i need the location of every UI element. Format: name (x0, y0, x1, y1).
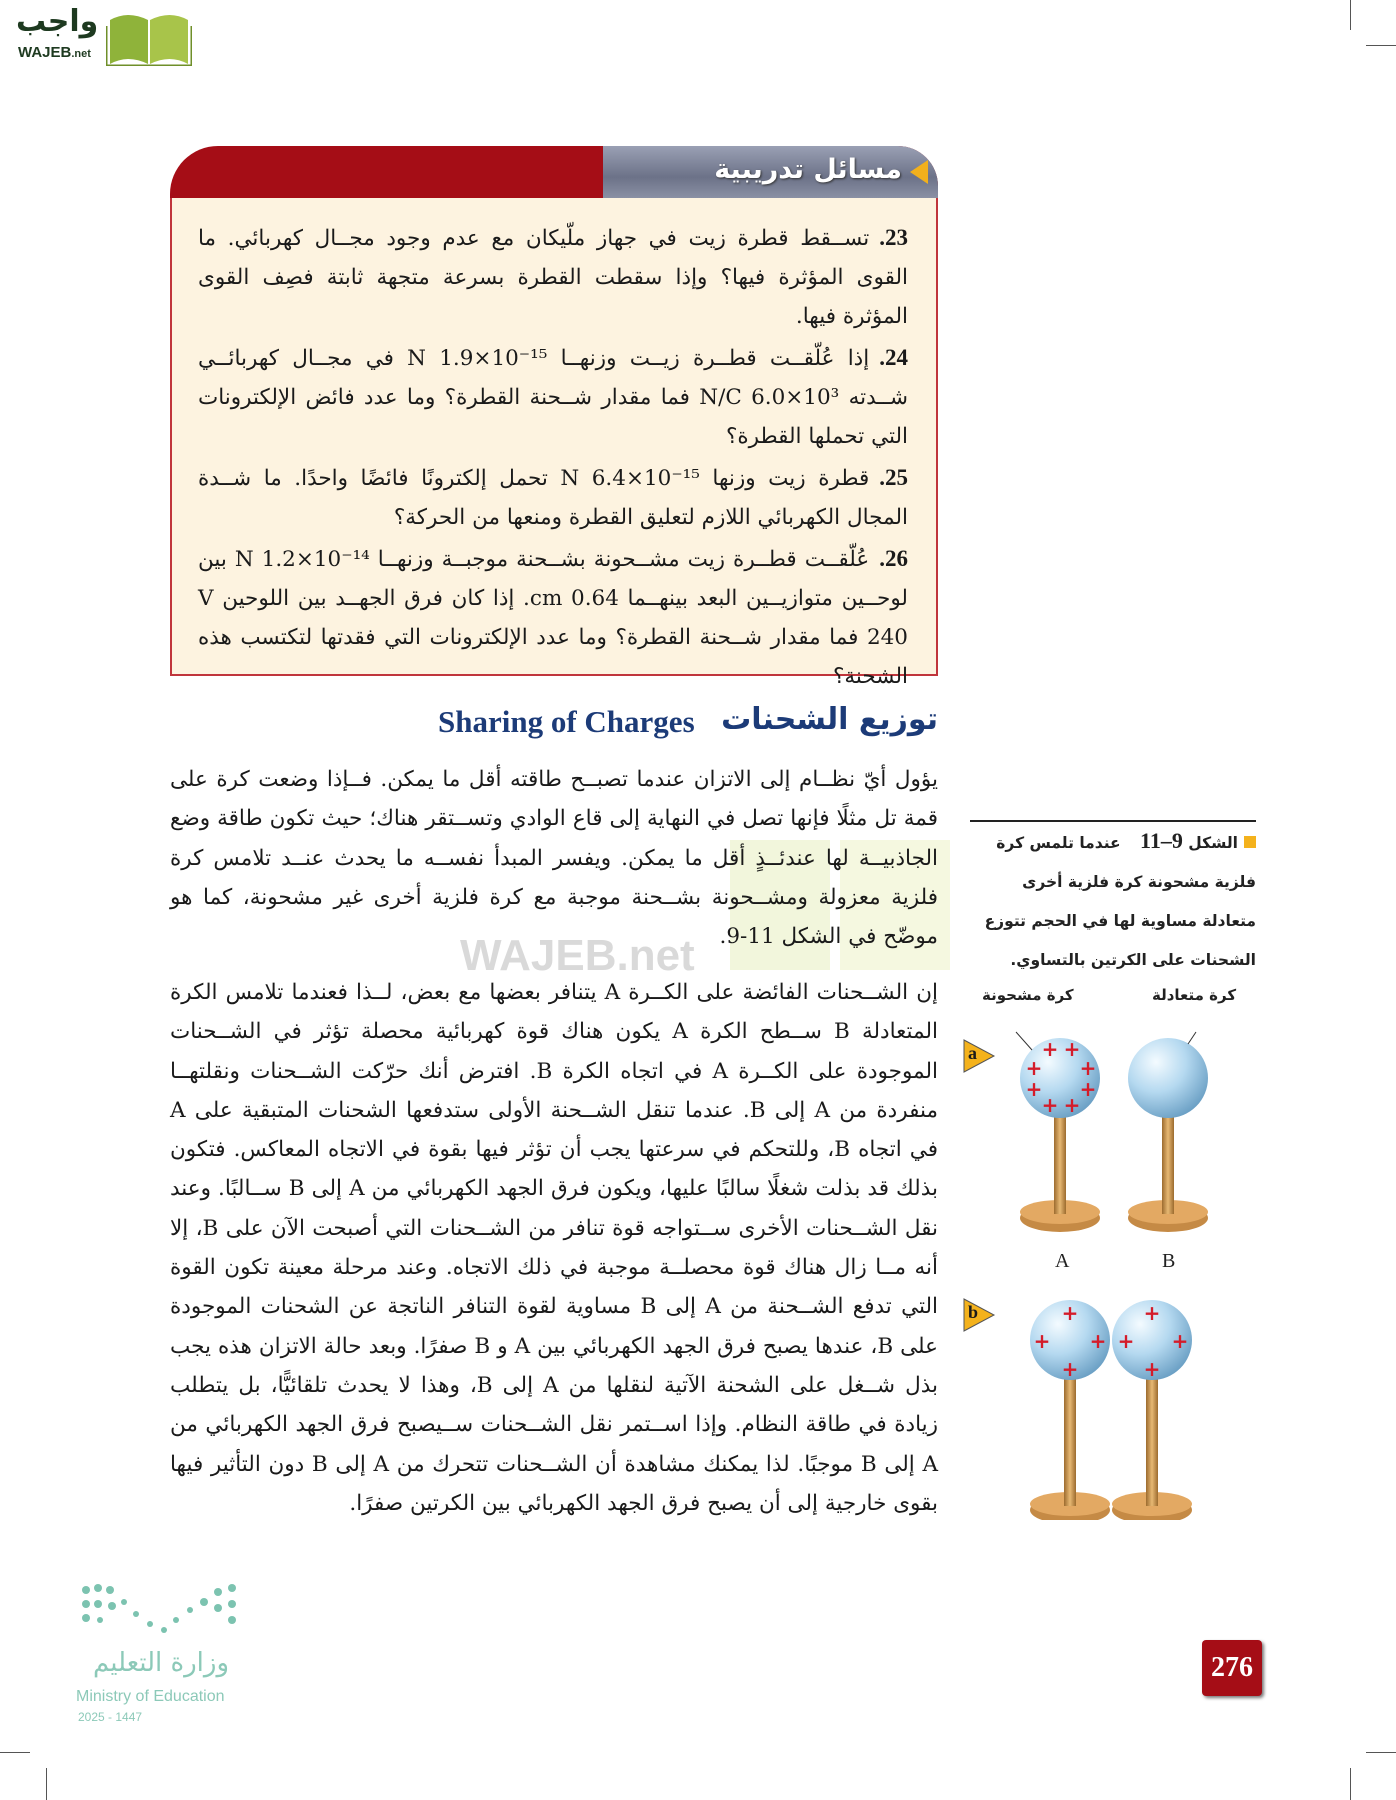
book-icon (106, 6, 192, 66)
svg-text:+: + (1041, 1037, 1059, 1061)
crop-mark (1350, 1768, 1351, 1800)
practice-title: مسائل تدريبية (714, 154, 902, 185)
caption-marker-icon (1244, 836, 1256, 848)
problem-24: 24.إذا عُلّقــت قطــرة زيــت وزنهــا N ‎1.9×10⁻¹⁵‎ في مجــال كهربائــي شــدته N/C ‎6.0×10³‎ فما مقدار شــحنة القطرة؟ وما عدد فائض الإلكترونات التي تحملها القطرة؟ (198, 345, 908, 449)
section-title-english: Sharing of Charges (438, 704, 695, 739)
sphere-b-label: B (1162, 1250, 1176, 1272)
sphere-illustration (1000, 1020, 1230, 1520)
ministry-arabic: وزارة التعليم (92, 1648, 230, 1678)
problem-25: 25.قطرة زيت وزنها N ‎6.4×10⁻¹⁵‎ تحمل إلكترونًا فائضًا واحدًا. ما شــدة المجال الكهربائي اللازم لتعليق القطرة ومنعها من الحركة؟ (198, 465, 908, 530)
svg-text:+: + (1063, 1093, 1081, 1117)
crop-mark (0, 1752, 30, 1753)
crop-mark (1350, 0, 1351, 30)
practice-header (170, 146, 938, 198)
crop-mark (1366, 1752, 1396, 1753)
paragraph-2: إن الشــحنات الفائضة على الكــرة A يتنافر بعضها مع بعض، لــذا فعندما تلامس الكرة المتعادلة B ســطح الكرة A يكون هناك قوة كهربائية محصلة تؤثر في الشــحنات الموجودة على الكــرة A في اتجاه الكرة B. افترض أنك حرّكت الشــحنات ونقلتهــا منفردة من A إلى B. عندما تنقل الشــحنة الأولى ستدفعها الشحنات المتبقية على A في اتجاه B، وللتحكم في سرعتها يجب أن تؤثر فيها بقوة في الاتجاه المعاكس. فتكون بذلك قد بذلت شغلًا سالبًا عليها، ويكون فرق الجهد الكهربائي من A إلى B ســالبًا. وعند نقل الشــحنات الأخرى ســتواجه قوة تنافر من الشــحنات التي أصبحت الآن على B، إلا أنه مــا زال هناك قوة محصلــة موجبة في ذلك الاتجاه. وعند مرحلة معينة تكون القوة التي تدفع الشــحنة من A إلى B مساوية لقوة التنافر الناتجة عن الشحنات الموجودة على B، عندها يصبح فرق الجهد الكهربائي بين A و B صفرًا. وبعد حالة الاتزان هذه يجب بذل شــغل على الشحنة الآتية لنقلها من A إلى B، وهذا لا يحدث تلقائيًّا، بل يتطلب زيادة في طاقة النظام. وإذا اســتمر نقل الشــحنات ســيصبح فرق الجهد الكهربائي من A إلى B موجبًا. لذا يمكنك مشاهدة أن الشــحنات تتحرك من A إلى B دون التأثير فيها بقوى خارجية إلى أن يصبح فرق الجهد الكهربائي بين الكرتين صفرًا. (170, 980, 938, 1516)
ministry-year: 2025 - 1447 (78, 1710, 143, 1724)
triangle-marker-icon (910, 160, 928, 184)
svg-text:+: + (1143, 1301, 1161, 1325)
svg-text:+: + (1171, 1329, 1189, 1353)
panel-a-tag: a (962, 1038, 996, 1074)
panel-a-spheres (1016, 1032, 1208, 1232)
problem-26: 26.عُلّقــت قطــرة زيت مشــحونة بشــحنة موجبــة وزنهــا N ‎1.2×10⁻¹⁴‎ بين لوحــين متوازيــين البعد بينهــما 0.64 cm. إذا كان فرق الجهــد بين اللوحين V 240 فما مقدار شــحنة القطرة؟ وما عدد الإلكترونات التي فقدتها لتكتسب هذه الشحنة؟ (198, 546, 908, 689)
svg-text:+: + (1025, 1056, 1043, 1080)
svg-text:+: + (1117, 1329, 1135, 1353)
figure-label: الشكل (1188, 834, 1238, 852)
logo-arabic: واجب (16, 4, 99, 39)
crop-mark (46, 1768, 47, 1800)
figure-caption-text: عندما تلمس كرة فلزية مشحونة كرة فلزية أخرى متعادلة مساوية لها في الحجم تتوزع الشحنات على الكرتين بالتساوي. (984, 834, 1256, 969)
page-number: 276 (1202, 1640, 1262, 1696)
svg-text:+: + (1041, 1093, 1059, 1117)
svg-text:+: + (1143, 1357, 1161, 1381)
ministry-logo (76, 1580, 256, 1730)
logo-latin: WAJEB.net (18, 44, 91, 61)
svg-text:WAJEB.net: WAJEB.net (460, 931, 695, 980)
svg-text:+: + (1079, 1056, 1097, 1080)
svg-text:+: + (1025, 1077, 1043, 1101)
svg-text:+: + (1079, 1077, 1097, 1101)
svg-text:+: + (1089, 1329, 1107, 1353)
sphere-a-label: A (1055, 1250, 1070, 1272)
figure-caption (970, 820, 1256, 980)
svg-text:+: + (1063, 1037, 1081, 1061)
crop-mark (1366, 45, 1396, 46)
section-title-arabic: توزيع الشحنات (721, 702, 938, 737)
figure-number: 9–11 (1140, 828, 1183, 853)
panel-b-spheres (1030, 1300, 1192, 1520)
neutral-sphere-label: كرة متعادلة (1152, 986, 1237, 1004)
panel-b-tag: b (962, 1297, 996, 1333)
ministry-english: Ministry of Education (76, 1688, 225, 1705)
paragraph-1: يؤول أيّ نظــام إلى الاتزان عندما تصبــح طاقته أقل ما يمكن. فــإذا وضعت كرة على قمة تل مثلًا فإنها تصل في النهاية إلى قاع الوادي وتســتقر هناك؛ حيث تكون طاقة وضع الجاذبيــة لها عندئــذٍ أقل ما يمكن. ويفسر المبدأ نفســه ما يحدث عنــد تلامس كرة فلزية معزولة ومشــحونة بشــحنة موجبة مع كرة فلزية أخرى غير مشحونة، كما هو موضّح في الشكل 11-9. (170, 767, 938, 950)
charged-sphere-label: كرة مشحونة (982, 986, 1074, 1004)
practice-problems-box (170, 146, 938, 689)
ministry-dots-icon (76, 1580, 246, 1640)
svg-text:+: + (1033, 1329, 1051, 1353)
svg-text:+: + (1061, 1357, 1079, 1381)
problem-23: 23.تســقط قطرة زيت في جهاز ملّيكان مع عدم وجود مجــال كهربائي. ما القوى المؤثرة فيها؟ وإذا سقطت القطرة بسرعة متجهة ثابتة فصِف القوى المؤثرة فيها. (198, 225, 908, 329)
svg-text:+: + (1061, 1301, 1079, 1325)
practice-body (170, 198, 938, 689)
wajeb-logo (8, 4, 193, 66)
